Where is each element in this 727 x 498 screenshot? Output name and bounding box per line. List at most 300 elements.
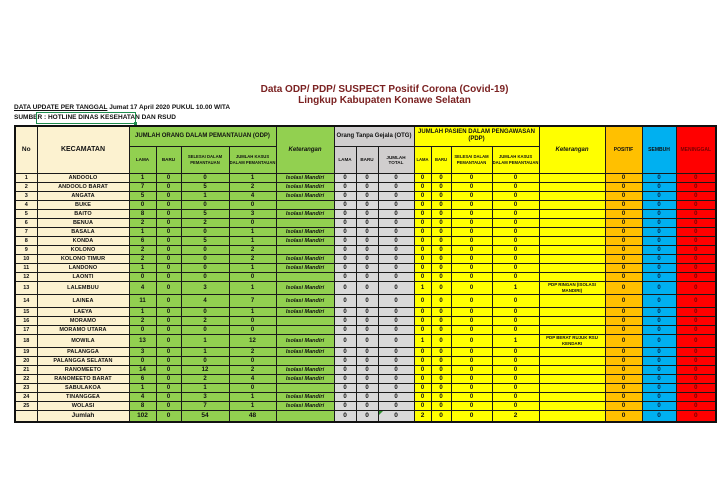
cell-positif[interactable]: 0 bbox=[605, 236, 642, 245]
cell-odp-jumlah-kasus[interactable]: 0 bbox=[229, 325, 276, 334]
cell-keterangan-odp[interactable]: Isolasi Mandiri bbox=[276, 191, 334, 200]
cell-kecamatan[interactable]: BASALA bbox=[37, 227, 129, 236]
cell-otg-jumlah-total[interactable]: 0 bbox=[378, 236, 414, 245]
cell-no[interactable]: 16 bbox=[15, 316, 37, 325]
table-row[interactable] bbox=[15, 263, 716, 272]
cell-odp-baru[interactable]: 0 bbox=[156, 356, 181, 365]
cell-pdp-lama[interactable]: 0 bbox=[414, 294, 431, 307]
cell-pdp-lama[interactable]: 0 bbox=[414, 182, 431, 191]
cell-odp-jumlah-kasus[interactable]: 1 bbox=[229, 227, 276, 236]
cell-positif[interactable]: 0 bbox=[605, 263, 642, 272]
cell-meninggal[interactable]: 0 bbox=[676, 307, 716, 316]
cell-odp-lama[interactable]: 7 bbox=[129, 182, 156, 191]
cell-otg-baru[interactable]: 0 bbox=[356, 347, 378, 356]
cell-odp-jumlah-kasus[interactable]: 1 bbox=[229, 392, 276, 401]
cell-pdp-lama[interactable]: 0 bbox=[414, 227, 431, 236]
cell-pdp-selesai[interactable]: 0 bbox=[451, 200, 492, 209]
cell-pdp-baru[interactable]: 0 bbox=[431, 365, 451, 374]
cell-pdp-lama[interactable]: 0 bbox=[414, 272, 431, 281]
cell-kecamatan[interactable]: PALANGGA SELATAN bbox=[37, 356, 129, 365]
cell-no[interactable]: 1 bbox=[15, 173, 37, 182]
cell-no[interactable]: 22 bbox=[15, 374, 37, 383]
cell-odp-lama[interactable]: 0 bbox=[129, 356, 156, 365]
cell-meninggal[interactable]: 0 bbox=[676, 316, 716, 325]
cell-odp-baru[interactable]: 0 bbox=[156, 236, 181, 245]
cell-pdp-baru[interactable]: 0 bbox=[431, 294, 451, 307]
table-row[interactable] bbox=[15, 316, 716, 325]
cell-no[interactable]: 10 bbox=[15, 254, 37, 263]
cell-odp-selesai[interactable]: 0 bbox=[181, 254, 229, 263]
cell-otg-jumlah-total[interactable]: 0 bbox=[378, 227, 414, 236]
cell-sembuh[interactable]: 0 bbox=[642, 356, 676, 365]
cell-odp-selesai[interactable]: 0 bbox=[181, 263, 229, 272]
cell-pdp-lama[interactable]: 0 bbox=[414, 325, 431, 334]
cell-sembuh[interactable]: 0 bbox=[642, 236, 676, 245]
cell-odp-lama[interactable]: 2 bbox=[129, 245, 156, 254]
cell-odp-selesai[interactable]: 2 bbox=[181, 316, 229, 325]
cell-sembuh[interactable]: 0 bbox=[642, 401, 676, 410]
cell-pdp-jumlah-kasus[interactable]: 1 bbox=[492, 281, 539, 294]
cell-odp-lama[interactable]: 4 bbox=[129, 281, 156, 294]
cell-pdp-selesai[interactable]: 0 bbox=[451, 365, 492, 374]
total-otg-baru[interactable]: 0 bbox=[356, 410, 378, 422]
cell-otg-lama[interactable]: 0 bbox=[334, 316, 356, 325]
cell-pdp-lama[interactable]: 0 bbox=[414, 191, 431, 200]
table-row[interactable] bbox=[15, 401, 716, 410]
cell-pdp-jumlah-kasus[interactable]: 0 bbox=[492, 245, 539, 254]
cell-pdp-baru[interactable]: 0 bbox=[431, 347, 451, 356]
cell-odp-baru[interactable]: 0 bbox=[156, 200, 181, 209]
cell-kecamatan[interactable]: MORAMO bbox=[37, 316, 129, 325]
cell-no[interactable]: 21 bbox=[15, 365, 37, 374]
cell-otg-lama[interactable]: 0 bbox=[334, 401, 356, 410]
cell-meninggal[interactable]: 0 bbox=[676, 365, 716, 374]
cell-meninggal[interactable]: 0 bbox=[676, 200, 716, 209]
cell-odp-baru[interactable]: 0 bbox=[156, 281, 181, 294]
cell-sembuh[interactable]: 0 bbox=[642, 245, 676, 254]
cell-no[interactable]: 7 bbox=[15, 227, 37, 236]
cell-pdp-selesai[interactable]: 0 bbox=[451, 334, 492, 347]
cell-kecamatan[interactable]: KOLONO TIMUR bbox=[37, 254, 129, 263]
cell-pdp-baru[interactable]: 0 bbox=[431, 392, 451, 401]
col-header-keterangan-odp[interactable]: Keterangan bbox=[276, 126, 334, 173]
cell-no[interactable]: 24 bbox=[15, 392, 37, 401]
cell-keterangan-odp[interactable] bbox=[276, 383, 334, 392]
cell-pdp-jumlah-kasus[interactable]: 0 bbox=[492, 401, 539, 410]
cell-odp-selesai[interactable]: 0 bbox=[181, 307, 229, 316]
total-positif[interactable]: 0 bbox=[605, 410, 642, 422]
cell-odp-lama[interactable]: 1 bbox=[129, 263, 156, 272]
cell-pdp-lama[interactable]: 0 bbox=[414, 200, 431, 209]
cell-odp-lama[interactable]: 3 bbox=[129, 347, 156, 356]
cell-odp-selesai[interactable]: 1 bbox=[181, 383, 229, 392]
cell-pdp-baru[interactable]: 0 bbox=[431, 325, 451, 334]
cell-positif[interactable]: 0 bbox=[605, 272, 642, 281]
cell-no[interactable]: 6 bbox=[15, 218, 37, 227]
cell-kecamatan[interactable]: KOLONO bbox=[37, 245, 129, 254]
cell-sembuh[interactable]: 0 bbox=[642, 316, 676, 325]
cell-pdp-jumlah-kasus[interactable]: 0 bbox=[492, 173, 539, 182]
table-row[interactable] bbox=[15, 173, 716, 182]
cell-pdp-selesai[interactable]: 0 bbox=[451, 263, 492, 272]
cell-keterangan-odp[interactable]: Isolasi Mandiri bbox=[276, 347, 334, 356]
cell-keterangan-pdp[interactable] bbox=[539, 209, 605, 218]
cell-odp-selesai[interactable]: 1 bbox=[181, 191, 229, 200]
cell-otg-baru[interactable]: 0 bbox=[356, 334, 378, 347]
cell-pdp-jumlah-kasus[interactable]: 0 bbox=[492, 218, 539, 227]
cell-otg-baru[interactable]: 0 bbox=[356, 263, 378, 272]
cell-odp-baru[interactable]: 0 bbox=[156, 227, 181, 236]
table-row[interactable] bbox=[15, 209, 716, 218]
cell-pdp-jumlah-kasus[interactable]: 0 bbox=[492, 347, 539, 356]
cell-meninggal[interactable]: 0 bbox=[676, 334, 716, 347]
table-row[interactable] bbox=[15, 281, 716, 294]
col-header-no[interactable]: No bbox=[15, 126, 37, 173]
cell-pdp-lama[interactable]: 0 bbox=[414, 383, 431, 392]
cell-meninggal[interactable]: 0 bbox=[676, 218, 716, 227]
cell-odp-selesai[interactable]: 1 bbox=[181, 347, 229, 356]
total-pdp-selesai[interactable]: 0 bbox=[451, 410, 492, 422]
cell-otg-baru[interactable]: 0 bbox=[356, 392, 378, 401]
cell-otg-lama[interactable]: 0 bbox=[334, 392, 356, 401]
cell-kecamatan[interactable]: ANGATA bbox=[37, 191, 129, 200]
cell-pdp-baru[interactable]: 0 bbox=[431, 263, 451, 272]
cell-otg-jumlah-total[interactable]: 0 bbox=[378, 347, 414, 356]
col-header-meninggal[interactable]: MENINGGAL bbox=[676, 126, 716, 173]
cell-otg-lama[interactable]: 0 bbox=[334, 209, 356, 218]
cell-positif[interactable]: 0 bbox=[605, 281, 642, 294]
cell-positif[interactable]: 0 bbox=[605, 173, 642, 182]
cell-otg-lama[interactable]: 0 bbox=[334, 374, 356, 383]
cell-odp-lama[interactable]: 8 bbox=[129, 401, 156, 410]
cell-pdp-jumlah-kasus[interactable]: 0 bbox=[492, 182, 539, 191]
total-odp-jumlah-kasus[interactable]: 48 bbox=[229, 410, 276, 422]
cell-positif[interactable]: 0 bbox=[605, 401, 642, 410]
cell-odp-baru[interactable]: 0 bbox=[156, 254, 181, 263]
cell-pdp-jumlah-kasus[interactable]: 1 bbox=[492, 334, 539, 347]
cell-keterangan-odp[interactable]: Isolasi Mandiri bbox=[276, 209, 334, 218]
cell-otg-lama[interactable]: 0 bbox=[334, 334, 356, 347]
table-row[interactable] bbox=[15, 334, 716, 347]
cell-keterangan-pdp[interactable] bbox=[539, 218, 605, 227]
cell-pdp-baru[interactable]: 0 bbox=[431, 356, 451, 365]
cell-no[interactable]: 5 bbox=[15, 209, 37, 218]
cell-odp-baru[interactable]: 0 bbox=[156, 374, 181, 383]
cell-keterangan-odp[interactable]: Isolasi Mandiri bbox=[276, 365, 334, 374]
col-header-odp-lama[interactable]: LAMA bbox=[129, 146, 156, 173]
cell-pdp-lama[interactable]: 0 bbox=[414, 392, 431, 401]
cell-odp-jumlah-kasus[interactable]: 1 bbox=[229, 263, 276, 272]
cell-keterangan-pdp[interactable] bbox=[539, 374, 605, 383]
col-header-pdp-selesai[interactable]: SELESAI DALAM PEMANTAUAN bbox=[451, 146, 492, 173]
col-header-positif[interactable]: POSITIF bbox=[605, 126, 642, 173]
cell-odp-baru[interactable]: 0 bbox=[156, 173, 181, 182]
cell-pdp-selesai[interactable]: 0 bbox=[451, 227, 492, 236]
cell-pdp-baru[interactable]: 0 bbox=[431, 383, 451, 392]
cell-odp-selesai[interactable]: 4 bbox=[181, 294, 229, 307]
cell-pdp-selesai[interactable]: 0 bbox=[451, 294, 492, 307]
cell-pdp-baru[interactable]: 0 bbox=[431, 334, 451, 347]
cell-odp-baru[interactable]: 0 bbox=[156, 191, 181, 200]
cell-sembuh[interactable]: 0 bbox=[642, 392, 676, 401]
cell-meninggal[interactable]: 0 bbox=[676, 245, 716, 254]
cell-kecamatan[interactable]: BUKE bbox=[37, 200, 129, 209]
cell-odp-jumlah-kasus[interactable]: 2 bbox=[229, 365, 276, 374]
cell-odp-lama[interactable]: 1 bbox=[129, 173, 156, 182]
cell-pdp-jumlah-kasus[interactable]: 0 bbox=[492, 383, 539, 392]
table-row[interactable] bbox=[15, 227, 716, 236]
cell-sembuh[interactable]: 0 bbox=[642, 383, 676, 392]
table-row[interactable] bbox=[15, 374, 716, 383]
cell-positif[interactable]: 0 bbox=[605, 294, 642, 307]
cell-no[interactable]: 14 bbox=[15, 294, 37, 307]
total-odp-baru[interactable]: 0 bbox=[156, 410, 181, 422]
cell-kecamatan[interactable]: MOWILA bbox=[37, 334, 129, 347]
cell-otg-jumlah-total[interactable]: 0 bbox=[378, 191, 414, 200]
cell-otg-baru[interactable]: 0 bbox=[356, 401, 378, 410]
table-row[interactable] bbox=[15, 245, 716, 254]
cell-meninggal[interactable]: 0 bbox=[676, 272, 716, 281]
cell-otg-jumlah-total[interactable]: 0 bbox=[378, 365, 414, 374]
total-odp-selesai[interactable]: 54 bbox=[181, 410, 229, 422]
cell-otg-jumlah-total[interactable]: 0 bbox=[378, 356, 414, 365]
cell-keterangan-odp[interactable]: Isolasi Mandiri bbox=[276, 281, 334, 294]
cell-pdp-jumlah-kasus[interactable]: 0 bbox=[492, 209, 539, 218]
cell-odp-selesai[interactable]: 0 bbox=[181, 245, 229, 254]
cell-kecamatan[interactable]: SABULAKOA bbox=[37, 383, 129, 392]
cell-keterangan-pdp[interactable] bbox=[539, 347, 605, 356]
cell-odp-baru[interactable]: 0 bbox=[156, 334, 181, 347]
cell-keterangan-pdp[interactable] bbox=[539, 401, 605, 410]
cell-keterangan-odp[interactable]: Isolasi Mandiri bbox=[276, 182, 334, 191]
table-row[interactable] bbox=[15, 347, 716, 356]
table-row[interactable] bbox=[15, 182, 716, 191]
cell-otg-baru[interactable]: 0 bbox=[356, 307, 378, 316]
cell-odp-lama[interactable]: 1 bbox=[129, 383, 156, 392]
cell-meninggal[interactable]: 0 bbox=[676, 383, 716, 392]
col-header-odp-selesai[interactable]: SELESAI DALAM PEMANTAUAN bbox=[181, 146, 229, 173]
cell-odp-selesai[interactable]: 0 bbox=[181, 356, 229, 365]
total-row[interactable] bbox=[15, 410, 716, 422]
cell-sembuh[interactable]: 0 bbox=[642, 365, 676, 374]
cell-pdp-jumlah-kasus[interactable]: 0 bbox=[492, 294, 539, 307]
cell-odp-baru[interactable]: 0 bbox=[156, 383, 181, 392]
cell-odp-lama[interactable]: 1 bbox=[129, 307, 156, 316]
cell-no[interactable]: 8 bbox=[15, 236, 37, 245]
cell-odp-jumlah-kasus[interactable]: 0 bbox=[229, 356, 276, 365]
cell-odp-lama[interactable]: 2 bbox=[129, 218, 156, 227]
cell-otg-baru[interactable]: 0 bbox=[356, 173, 378, 182]
cell-sembuh[interactable]: 0 bbox=[642, 173, 676, 182]
cell-odp-lama[interactable]: 5 bbox=[129, 191, 156, 200]
cell-otg-baru[interactable]: 0 bbox=[356, 218, 378, 227]
cell-otg-lama[interactable]: 0 bbox=[334, 325, 356, 334]
cell-keterangan-pdp[interactable] bbox=[539, 245, 605, 254]
cell-otg-jumlah-total[interactable]: 0 bbox=[378, 294, 414, 307]
cell-positif[interactable]: 0 bbox=[605, 356, 642, 365]
cell-pdp-lama[interactable]: 0 bbox=[414, 401, 431, 410]
table-row[interactable] bbox=[15, 254, 716, 263]
cell-kecamatan[interactable]: LANDONO bbox=[37, 263, 129, 272]
cell-sembuh[interactable]: 0 bbox=[642, 200, 676, 209]
cell-otg-lama[interactable]: 0 bbox=[334, 356, 356, 365]
cell-otg-baru[interactable]: 0 bbox=[356, 281, 378, 294]
cell-pdp-jumlah-kasus[interactable]: 0 bbox=[492, 307, 539, 316]
cell-odp-selesai[interactable]: 3 bbox=[181, 281, 229, 294]
cell-odp-selesai[interactable]: 1 bbox=[181, 334, 229, 347]
cell-odp-selesai[interactable]: 5 bbox=[181, 236, 229, 245]
cell-otg-jumlah-total[interactable]: 0 bbox=[378, 209, 414, 218]
cell-odp-jumlah-kasus[interactable]: 0 bbox=[229, 272, 276, 281]
cell-odp-lama[interactable]: 0 bbox=[129, 272, 156, 281]
cell-no[interactable]: 13 bbox=[15, 281, 37, 294]
cell-meninggal[interactable]: 0 bbox=[676, 374, 716, 383]
cell-odp-jumlah-kasus[interactable]: 2 bbox=[229, 254, 276, 263]
cell-meninggal[interactable]: 0 bbox=[676, 191, 716, 200]
cell-pdp-jumlah-kasus[interactable]: 0 bbox=[492, 263, 539, 272]
cell-pdp-jumlah-kasus[interactable]: 0 bbox=[492, 236, 539, 245]
cell-keterangan-odp[interactable] bbox=[276, 325, 334, 334]
cell-kecamatan[interactable]: LAEYA bbox=[37, 307, 129, 316]
cell-no[interactable]: 19 bbox=[15, 347, 37, 356]
cell-odp-selesai[interactable]: 12 bbox=[181, 365, 229, 374]
cell-pdp-jumlah-kasus[interactable]: 0 bbox=[492, 356, 539, 365]
cell-meninggal[interactable]: 0 bbox=[676, 294, 716, 307]
cell-otg-baru[interactable]: 0 bbox=[356, 254, 378, 263]
cell-otg-lama[interactable]: 0 bbox=[334, 294, 356, 307]
table-row[interactable] bbox=[15, 191, 716, 200]
cell-no[interactable]: 18 bbox=[15, 334, 37, 347]
cell-meninggal[interactable]: 0 bbox=[676, 254, 716, 263]
cell-kecamatan[interactable]: RANOMEETO bbox=[37, 365, 129, 374]
cell-pdp-jumlah-kasus[interactable]: 0 bbox=[492, 316, 539, 325]
cell-odp-baru[interactable]: 0 bbox=[156, 263, 181, 272]
cell-odp-baru[interactable]: 0 bbox=[156, 245, 181, 254]
cell-sembuh[interactable]: 0 bbox=[642, 227, 676, 236]
cell-keterangan-pdp[interactable] bbox=[539, 365, 605, 374]
cell-odp-selesai[interactable]: 0 bbox=[181, 325, 229, 334]
cell-keterangan-odp[interactable] bbox=[276, 316, 334, 325]
cell-keterangan-pdp[interactable] bbox=[539, 356, 605, 365]
cell-sembuh[interactable]: 0 bbox=[642, 263, 676, 272]
cell-odp-jumlah-kasus[interactable]: 1 bbox=[229, 401, 276, 410]
col-header-odp-jumlah-kasus[interactable]: JUMLAH KASUS DALAM PEMANTAUAN bbox=[229, 146, 276, 173]
cell-kecamatan[interactable]: BAITO bbox=[37, 209, 129, 218]
cell-kecamatan[interactable]: LAONTI bbox=[37, 272, 129, 281]
cell-otg-baru[interactable]: 0 bbox=[356, 325, 378, 334]
cell-otg-jumlah-total[interactable]: 0 bbox=[378, 173, 414, 182]
cell-otg-lama[interactable]: 0 bbox=[334, 191, 356, 200]
cell-pdp-selesai[interactable]: 0 bbox=[451, 182, 492, 191]
cell-kecamatan[interactable]: LALEMBUU bbox=[37, 281, 129, 294]
cell-no[interactable]: 9 bbox=[15, 245, 37, 254]
cell-kecamatan[interactable]: LAINEA bbox=[37, 294, 129, 307]
cell-pdp-selesai[interactable]: 0 bbox=[451, 356, 492, 365]
cell-meninggal[interactable]: 0 bbox=[676, 401, 716, 410]
cell-odp-jumlah-kasus[interactable]: 2 bbox=[229, 182, 276, 191]
cell-meninggal[interactable]: 0 bbox=[676, 325, 716, 334]
cell-pdp-selesai[interactable]: 0 bbox=[451, 325, 492, 334]
cell-otg-lama[interactable]: 0 bbox=[334, 365, 356, 374]
cell-keterangan-pdp[interactable] bbox=[539, 392, 605, 401]
cell-odp-jumlah-kasus[interactable]: 0 bbox=[229, 218, 276, 227]
cell-pdp-baru[interactable]: 0 bbox=[431, 316, 451, 325]
cell-pdp-jumlah-kasus[interactable]: 0 bbox=[492, 392, 539, 401]
cell-otg-baru[interactable]: 0 bbox=[356, 245, 378, 254]
cell-odp-jumlah-kasus[interactable]: 0 bbox=[229, 316, 276, 325]
cell-otg-baru[interactable]: 0 bbox=[356, 365, 378, 374]
cell-odp-jumlah-kasus[interactable]: 2 bbox=[229, 245, 276, 254]
cell-otg-lama[interactable]: 0 bbox=[334, 272, 356, 281]
total-meninggal[interactable]: 0 bbox=[676, 410, 716, 422]
cell-odp-baru[interactable]: 0 bbox=[156, 325, 181, 334]
table-row[interactable] bbox=[15, 294, 716, 307]
cell-otg-jumlah-total[interactable]: 0 bbox=[378, 334, 414, 347]
cell-pdp-baru[interactable]: 0 bbox=[431, 236, 451, 245]
cell-odp-selesai[interactable]: 0 bbox=[181, 227, 229, 236]
cell-meninggal[interactable]: 0 bbox=[676, 182, 716, 191]
cell-odp-selesai[interactable]: 7 bbox=[181, 401, 229, 410]
cell-pdp-baru[interactable]: 0 bbox=[431, 182, 451, 191]
cell-otg-jumlah-total[interactable]: 0 bbox=[378, 281, 414, 294]
cell-positif[interactable]: 0 bbox=[605, 254, 642, 263]
cell-keterangan-pdp[interactable] bbox=[539, 200, 605, 209]
cell-pdp-selesai[interactable]: 0 bbox=[451, 374, 492, 383]
cell-keterangan-odp[interactable] bbox=[276, 356, 334, 365]
cell-keterangan-odp[interactable] bbox=[276, 245, 334, 254]
cell-keterangan-pdp[interactable] bbox=[539, 254, 605, 263]
col-header-pdp-jumlah-kasus[interactable]: JUMLAH KASUS DALAM PEMANTAUAN bbox=[492, 146, 539, 173]
cell-otg-jumlah-total[interactable]: 0 bbox=[378, 218, 414, 227]
cell-otg-lama[interactable]: 0 bbox=[334, 227, 356, 236]
col-header-pdp-baru[interactable]: BARU bbox=[431, 146, 451, 173]
cell-odp-baru[interactable]: 0 bbox=[156, 392, 181, 401]
cell-otg-baru[interactable]: 0 bbox=[356, 383, 378, 392]
cell-otg-jumlah-total[interactable]: 0 bbox=[378, 392, 414, 401]
cell-odp-selesai[interactable]: 2 bbox=[181, 218, 229, 227]
cell-sembuh[interactable]: 0 bbox=[642, 334, 676, 347]
cell-pdp-lama[interactable]: 0 bbox=[414, 365, 431, 374]
cell-meninggal[interactable]: 0 bbox=[676, 227, 716, 236]
cell-no[interactable]: 23 bbox=[15, 383, 37, 392]
total-pdp-baru[interactable]: 0 bbox=[431, 410, 451, 422]
cell-otg-jumlah-total[interactable]: 0 bbox=[378, 316, 414, 325]
cell-otg-jumlah-total[interactable]: 0 bbox=[378, 383, 414, 392]
cell-sembuh[interactable]: 0 bbox=[642, 272, 676, 281]
cell-keterangan-odp[interactable]: Isolasi Mandiri bbox=[276, 307, 334, 316]
cell-pdp-baru[interactable]: 0 bbox=[431, 374, 451, 383]
table-row[interactable] bbox=[15, 200, 716, 209]
cell-pdp-selesai[interactable]: 0 bbox=[451, 316, 492, 325]
cell-odp-selesai[interactable]: 0 bbox=[181, 200, 229, 209]
cell-kecamatan[interactable]: RANOMEETO BARAT bbox=[37, 374, 129, 383]
cell-selection-outline[interactable] bbox=[36, 112, 136, 124]
table-row[interactable] bbox=[15, 236, 716, 245]
cell-no[interactable]: 11 bbox=[15, 263, 37, 272]
cell-odp-selesai[interactable]: 5 bbox=[181, 209, 229, 218]
cell-keterangan-pdp[interactable] bbox=[539, 227, 605, 236]
cell-odp-jumlah-kasus[interactable]: 3 bbox=[229, 209, 276, 218]
cell-otg-lama[interactable]: 0 bbox=[334, 236, 356, 245]
cell-pdp-lama[interactable]: 0 bbox=[414, 374, 431, 383]
total-label[interactable]: Jumlah bbox=[37, 410, 129, 422]
cell-positif[interactable]: 0 bbox=[605, 200, 642, 209]
cell-odp-selesai[interactable]: 0 bbox=[181, 272, 229, 281]
total-pdp-jumlah-kasus[interactable]: 2 bbox=[492, 410, 539, 422]
cell-meninggal[interactable]: 0 bbox=[676, 392, 716, 401]
cell-kecamatan[interactable]: BENUA bbox=[37, 218, 129, 227]
cell-pdp-selesai[interactable]: 0 bbox=[451, 281, 492, 294]
